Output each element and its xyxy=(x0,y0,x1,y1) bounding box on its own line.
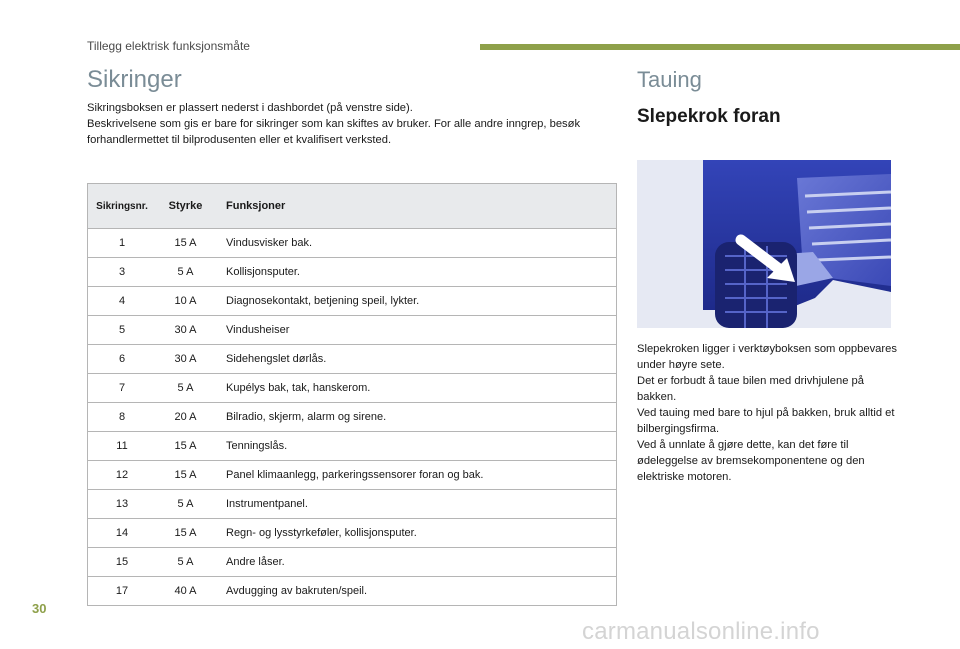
table-row xyxy=(88,345,617,374)
table-row xyxy=(88,403,617,432)
fuse-number-cell: 8 xyxy=(88,403,157,432)
fuse-rating-cell: 30 A xyxy=(156,316,215,345)
watermark: carmanualsonline.info xyxy=(582,618,820,645)
fuse-number-cell: 5 xyxy=(88,316,157,345)
running-header: Tillegg elektrisk funksjonsmåte xyxy=(87,39,250,53)
section-title-towing: Tauing xyxy=(637,67,702,92)
fuse-number-cell: 3 xyxy=(88,258,157,287)
fuse-table xyxy=(87,183,617,606)
table-row xyxy=(88,461,617,490)
table-row xyxy=(88,287,617,316)
fuse-rating-cell: 20 A xyxy=(156,403,215,432)
fuse-function-cell: Andre låser. xyxy=(215,548,617,577)
fuse-number-cell: 17 xyxy=(88,577,157,606)
towing-line-1: Slepekroken ligger i verktøyboksen som oppbevares under høyre sete. xyxy=(637,343,897,371)
table-row xyxy=(88,519,617,548)
section-title-fuses: Sikringer xyxy=(87,66,182,93)
fuse-table-body xyxy=(88,229,617,606)
table-row xyxy=(88,258,617,287)
fuse-function-cell: Vindusvisker bak. xyxy=(215,229,617,258)
towing-line-2: Det er forbudt å taue bilen med drivhjulene på bakken. xyxy=(637,375,865,403)
table-row xyxy=(88,432,617,461)
header-accent-bar xyxy=(480,44,960,50)
intro-line-2: Beskrivelsene som gis er bare for sikringer som kan skiftes av bruker. For alle andre inngrep, besøk forhandlermettet til bilprodusenten eller et kvalifisert verksted. xyxy=(87,118,581,146)
header-rating: Styrke xyxy=(156,184,215,229)
table-row xyxy=(88,316,617,345)
fuse-number-cell: 12 xyxy=(88,461,157,490)
table-row xyxy=(88,229,617,258)
fuse-number-cell: 6 xyxy=(88,345,157,374)
fuse-function-cell: Sidehengslet dørlås. xyxy=(215,345,617,374)
fuse-rating-cell: 15 A xyxy=(156,461,215,490)
fuse-rating-cell: 15 A xyxy=(156,229,215,258)
fuse-number-cell: 13 xyxy=(88,490,157,519)
table-row xyxy=(88,374,617,403)
fuse-number-cell: 15 xyxy=(88,548,157,577)
fuse-function-cell: Instrumentpanel. xyxy=(215,490,617,519)
fuse-rating-cell: 10 A xyxy=(156,287,215,316)
fuse-rating-cell: 5 A xyxy=(156,548,215,577)
subsection-title-tow-hook: Slepekrok foran xyxy=(637,106,781,127)
fuse-rating-cell: 5 A xyxy=(156,258,215,287)
fuse-number-cell: 14 xyxy=(88,519,157,548)
table-row xyxy=(88,577,617,606)
page-number: 30 xyxy=(32,601,47,616)
fuse-function-cell: Diagnosekontakt, betjening speil, lykter. xyxy=(215,287,617,316)
fuse-table-header-row xyxy=(88,184,617,229)
fuse-rating-cell: 30 A xyxy=(156,345,215,374)
fuse-function-cell: Panel klimaanlegg, parkeringssensorer foran og bak. xyxy=(215,461,617,490)
fuses-intro xyxy=(87,100,617,148)
fuse-rating-cell: 15 A xyxy=(156,432,215,461)
fuse-function-cell: Regn- og lysstyrkeføler, kollisjonsputer. xyxy=(215,519,617,548)
towing-line-3: Ved tauing med bare to hjul på bakken, bruk alltid et bilbergingsfirma. xyxy=(637,407,895,435)
tow-hook-illustration xyxy=(637,160,891,328)
towing-line-4: Ved å unnlate å gjøre dette, kan det føre til ødeleggelse av bremsekomponentene og den elektriske motoren. xyxy=(637,439,865,483)
tow-hook-drawing xyxy=(637,160,891,328)
header-fuse-number: Sikringsnr. xyxy=(88,184,157,229)
fuse-function-cell: Avdugging av bakruten/speil. xyxy=(215,577,617,606)
towing-text xyxy=(637,341,897,485)
fuse-function-cell: Kupélys bak, tak, hanskerom. xyxy=(215,374,617,403)
intro-line-1: Sikringsboksen er plassert nederst i dashbordet (på venstre side). xyxy=(87,102,413,114)
fuse-rating-cell: 15 A xyxy=(156,519,215,548)
fuse-number-cell: 4 xyxy=(88,287,157,316)
fuse-number-cell: 1 xyxy=(88,229,157,258)
fuse-rating-cell: 5 A xyxy=(156,490,215,519)
fuse-function-cell: Bilradio, skjerm, alarm og sirene. xyxy=(215,403,617,432)
fuse-number-cell: 7 xyxy=(88,374,157,403)
fuse-rating-cell: 40 A xyxy=(156,577,215,606)
fuse-function-cell: Kollisjonsputer. xyxy=(215,258,617,287)
table-row xyxy=(88,548,617,577)
fuse-rating-cell: 5 A xyxy=(156,374,215,403)
header-functions: Funksjoner xyxy=(215,184,617,229)
table-row xyxy=(88,490,617,519)
fuse-number-cell: 11 xyxy=(88,432,157,461)
fuse-function-cell: Tenningslås. xyxy=(215,432,617,461)
fuse-function-cell: Vindusheiser xyxy=(215,316,617,345)
